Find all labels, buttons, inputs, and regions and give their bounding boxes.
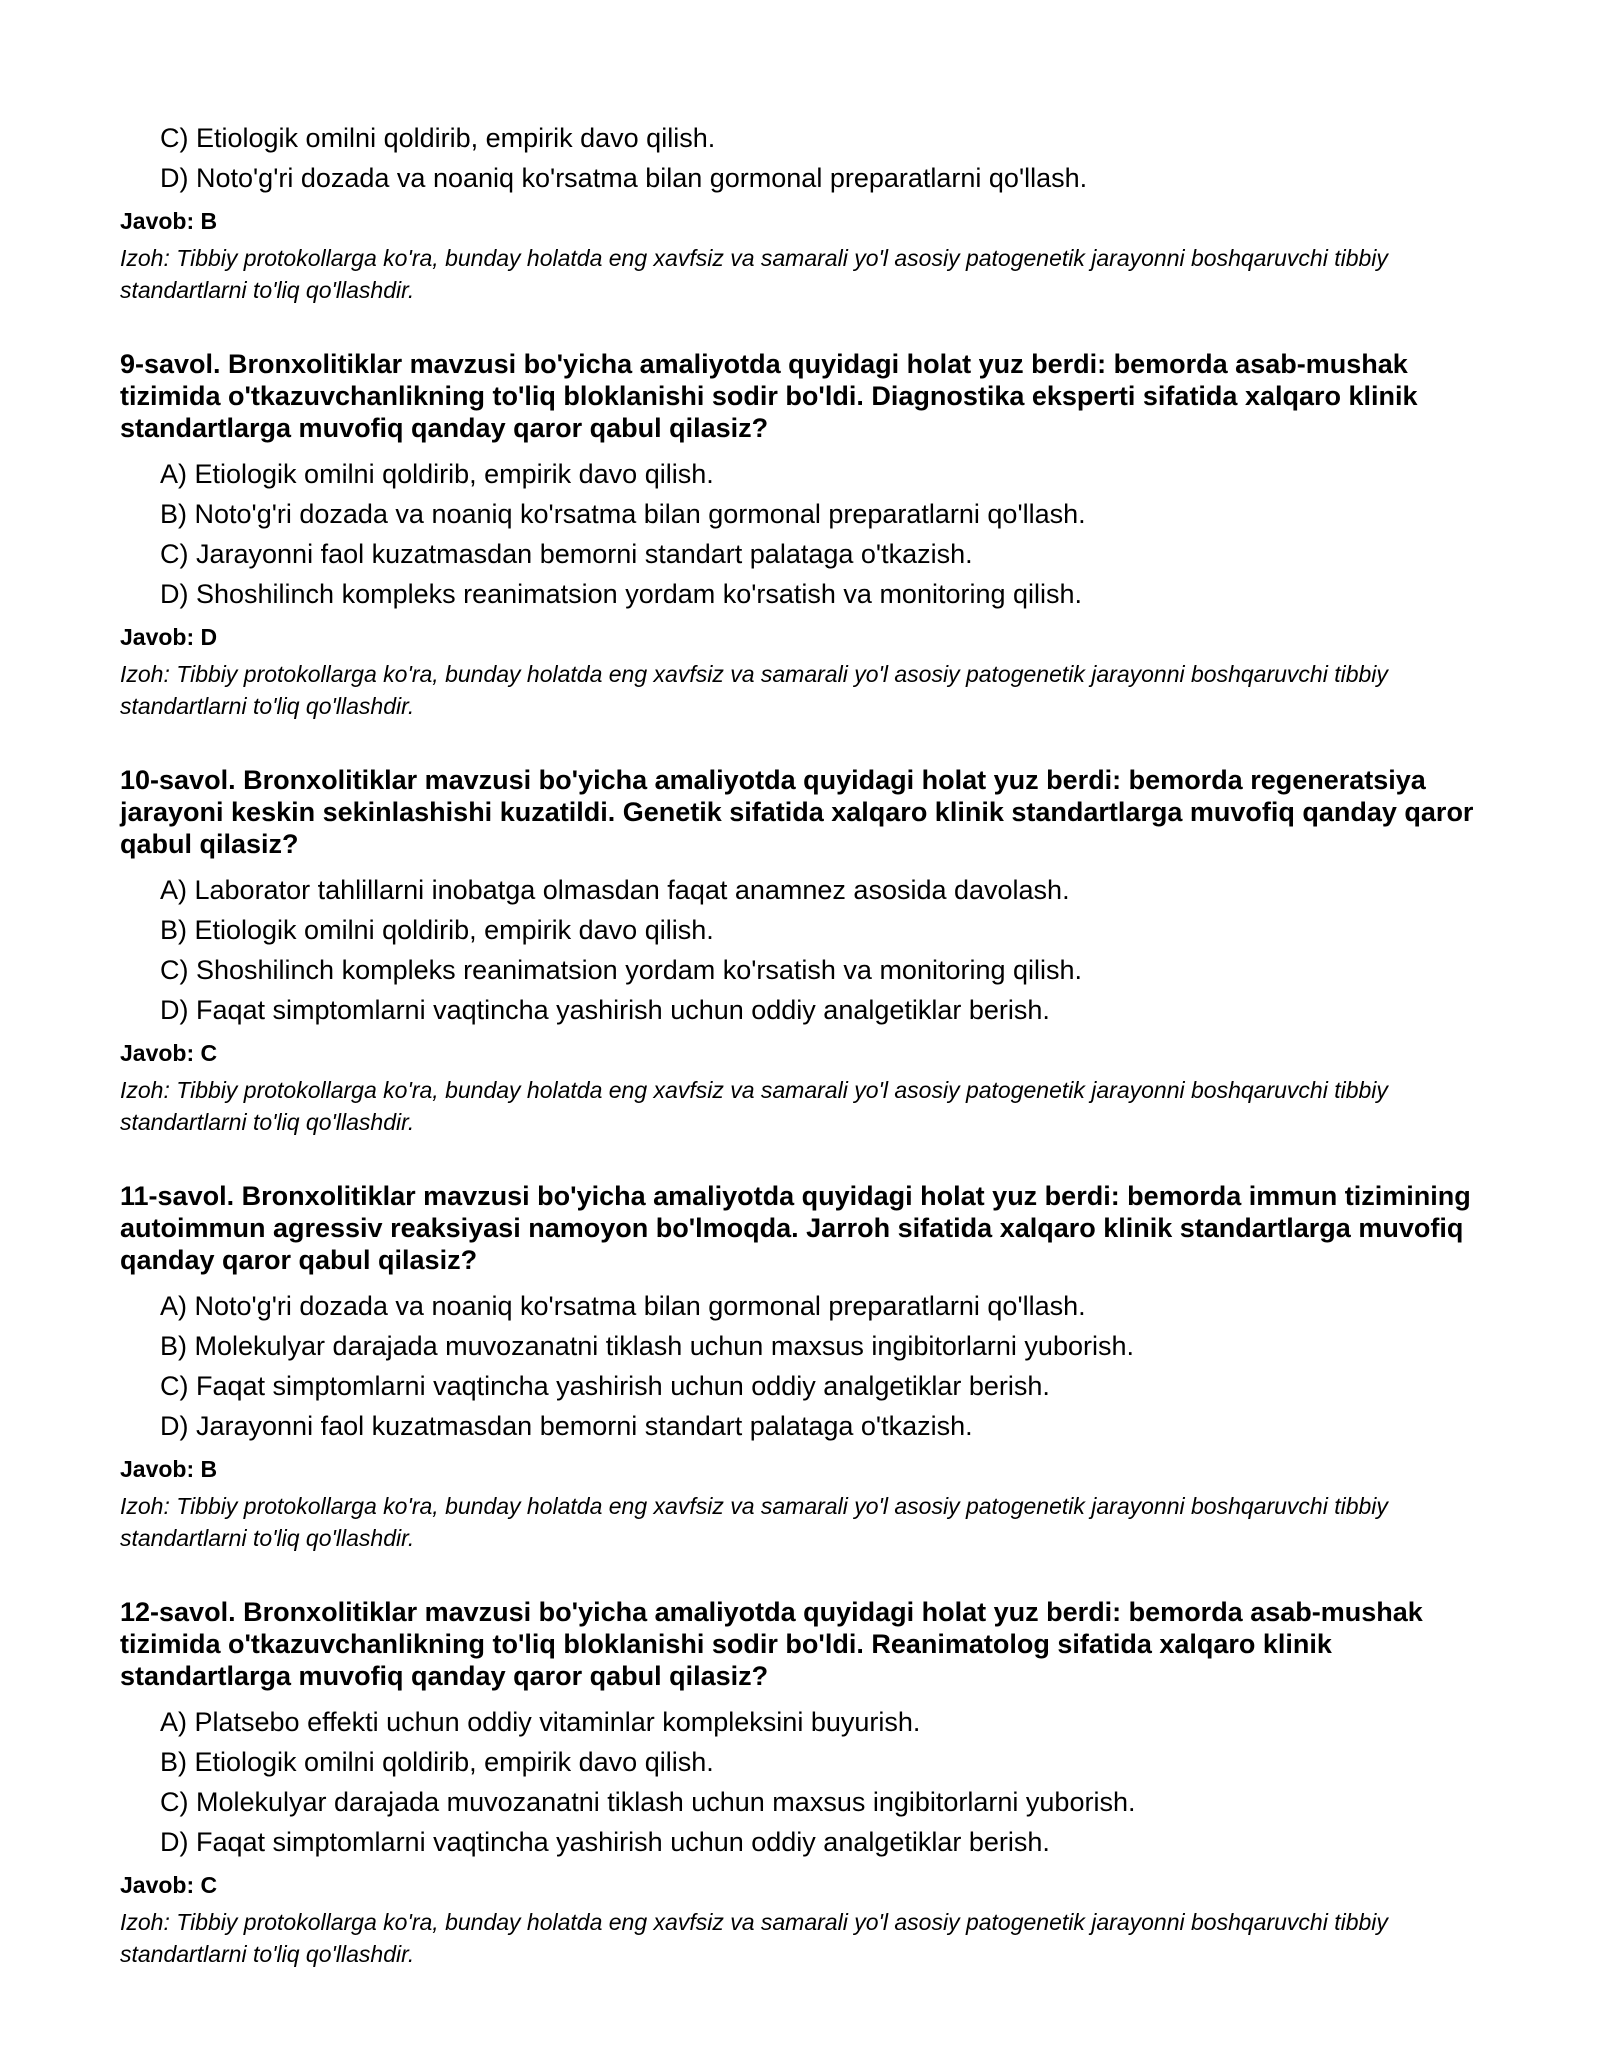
option-a: A) Laborator tahlillarni inobatga olmasdan faqat anamnez asosida davolash.: [160, 875, 1070, 905]
option-a: A) Noto'g'ri dozada va noaniq ko'rsatma bilan gormonal preparatlarni qo'llash.: [160, 1291, 1086, 1321]
question-12: [120, 1596, 1490, 1970]
question-11: [120, 1180, 1490, 1554]
explanation-note: Izoh: Tibbiy protokollarga ko'ra, bunday holatda eng xavfsiz va samarali yo'l asosiy patogenetik jarayonni boshqaruvchi tibbiy standartlarni to'liq qo'llashdir.: [120, 1909, 1388, 1967]
answer-label: Javob: B: [120, 1456, 218, 1482]
answer-label: Javob: C: [120, 1040, 218, 1066]
question-text: 9-savol. Bronxolitiklar mavzusi bo'yicha amaliyotda quyidagi holat yuz berdi: bemorda asab-mushak tizimida o'tkazuvchanlikning to'liq bloklanishi sodir bo'ldi. Diagnostika eksperti sifatida xalqaro klinik standartlarga muvofiq qanday qaror qabul qilasiz?: [120, 349, 1418, 443]
question-text: 12-savol. Bronxolitiklar mavzusi bo'yicha amaliyotda quyidagi holat yuz berdi: bemorda asab-mushak tizimida o'tkazuvchanlikning to'liq bloklanishi sodir bo'ldi. Reanimatolog sifatida xalqaro klinik standartlarga muvofiq qanday qaror qabul qilasiz?: [120, 1597, 1423, 1691]
explanation-note: Izoh: Tibbiy protokollarga ko'ra, bunday holatda eng xavfsiz va samarali yo'l asosiy patogenetik jarayonni boshqaruvchi tibbiy standartlarni to'liq qo'llashdir.: [120, 1493, 1388, 1551]
option-c: C) Etiologik omilni qoldirib, empirik davo qilish.: [160, 123, 716, 153]
option-d: D) Shoshilinch kompleks reanimatsion yordam ko'rsatish va monitoring qilish.: [160, 579, 1083, 609]
option-d: D) Faqat simptomlarni vaqtincha yashirish uchun oddiy analgetiklar berish.: [160, 1827, 1050, 1857]
option-c: C) Faqat simptomlarni vaqtincha yashirish uchun oddiy analgetiklar berish.: [160, 1371, 1050, 1401]
answer-label: Javob: B: [120, 208, 218, 234]
option-a: A) Etiologik omilni qoldirib, empirik davo qilish.: [160, 459, 714, 489]
option-b: B) Etiologik omilni qoldirib, empirik davo qilish.: [160, 915, 714, 945]
option-b: B) Noto'g'ri dozada va noaniq ko'rsatma bilan gormonal preparatlarni qo'llash.: [160, 499, 1086, 529]
question-9: [120, 348, 1490, 722]
option-c: C) Molekulyar darajada muvozanatni tiklash uchun maxsus ingibitorlarni yuborish.: [160, 1787, 1136, 1817]
explanation-note: Izoh: Tibbiy protokollarga ko'ra, bunday holatda eng xavfsiz va samarali yo'l asosiy patogenetik jarayonni boshqaruvchi tibbiy standartlarni to'liq qo'llashdir.: [120, 661, 1388, 719]
option-a: A) Platsebo effekti uchun oddiy vitaminlar kompleksini buyurish.: [160, 1707, 921, 1737]
question-text: 10-savol. Bronxolitiklar mavzusi bo'yicha amaliyotda quyidagi holat yuz berdi: bemorda regeneratsiya jarayoni keskin sekinlashishi kuzatildi. Genetik sifatida xalqaro klinik standartlarga muvofiq qanday qaror qabul qilasiz?: [120, 765, 1474, 859]
question-10: [120, 764, 1490, 1138]
option-c: C) Jarayonni faol kuzatmasdan bemorni standart palataga o'tkazish.: [160, 539, 973, 569]
option-b: B) Molekulyar darajada muvozanatni tiklash uchun maxsus ingibitorlarni yuborish.: [160, 1331, 1134, 1361]
option-d: D) Faqat simptomlarni vaqtincha yashirish uchun oddiy analgetiklar berish.: [160, 995, 1050, 1025]
lead-block: [120, 118, 1490, 306]
option-d: D) Jarayonni faol kuzatmasdan bemorni standart palataga o'tkazish.: [160, 1411, 973, 1441]
option-b: B) Etiologik omilni qoldirib, empirik davo qilish.: [160, 1747, 714, 1777]
option-c: C) Shoshilinch kompleks reanimatsion yordam ko'rsatish va monitoring qilish.: [160, 955, 1083, 985]
answer-label: Javob: C: [120, 1872, 218, 1898]
answer-label: Javob: D: [120, 624, 218, 650]
explanation-note: Izoh: Tibbiy protokollarga ko'ra, bunday holatda eng xavfsiz va samarali yo'l asosiy patogenetik jarayonni boshqaruvchi tibbiy standartlarni to'liq qo'llashdir.: [120, 245, 1388, 303]
document-page: [120, 118, 1490, 1970]
question-text: 11-savol. Bronxolitiklar mavzusi bo'yicha amaliyotda quyidagi holat yuz berdi: bemorda immun tizimining autoimmun agressiv reaksiyasi namoyon bo'lmoqda. Jarroh sifatida xalqaro klinik standartlarga muvofiq qanday qaror qabul qilasiz?: [120, 1181, 1471, 1275]
explanation-note: Izoh: Tibbiy protokollarga ko'ra, bunday holatda eng xavfsiz va samarali yo'l asosiy patogenetik jarayonni boshqaruvchi tibbiy standartlarni to'liq qo'llashdir.: [120, 1077, 1388, 1135]
option-d: D) Noto'g'ri dozada va noaniq ko'rsatma bilan gormonal preparatlarni qo'llash.: [160, 163, 1088, 193]
